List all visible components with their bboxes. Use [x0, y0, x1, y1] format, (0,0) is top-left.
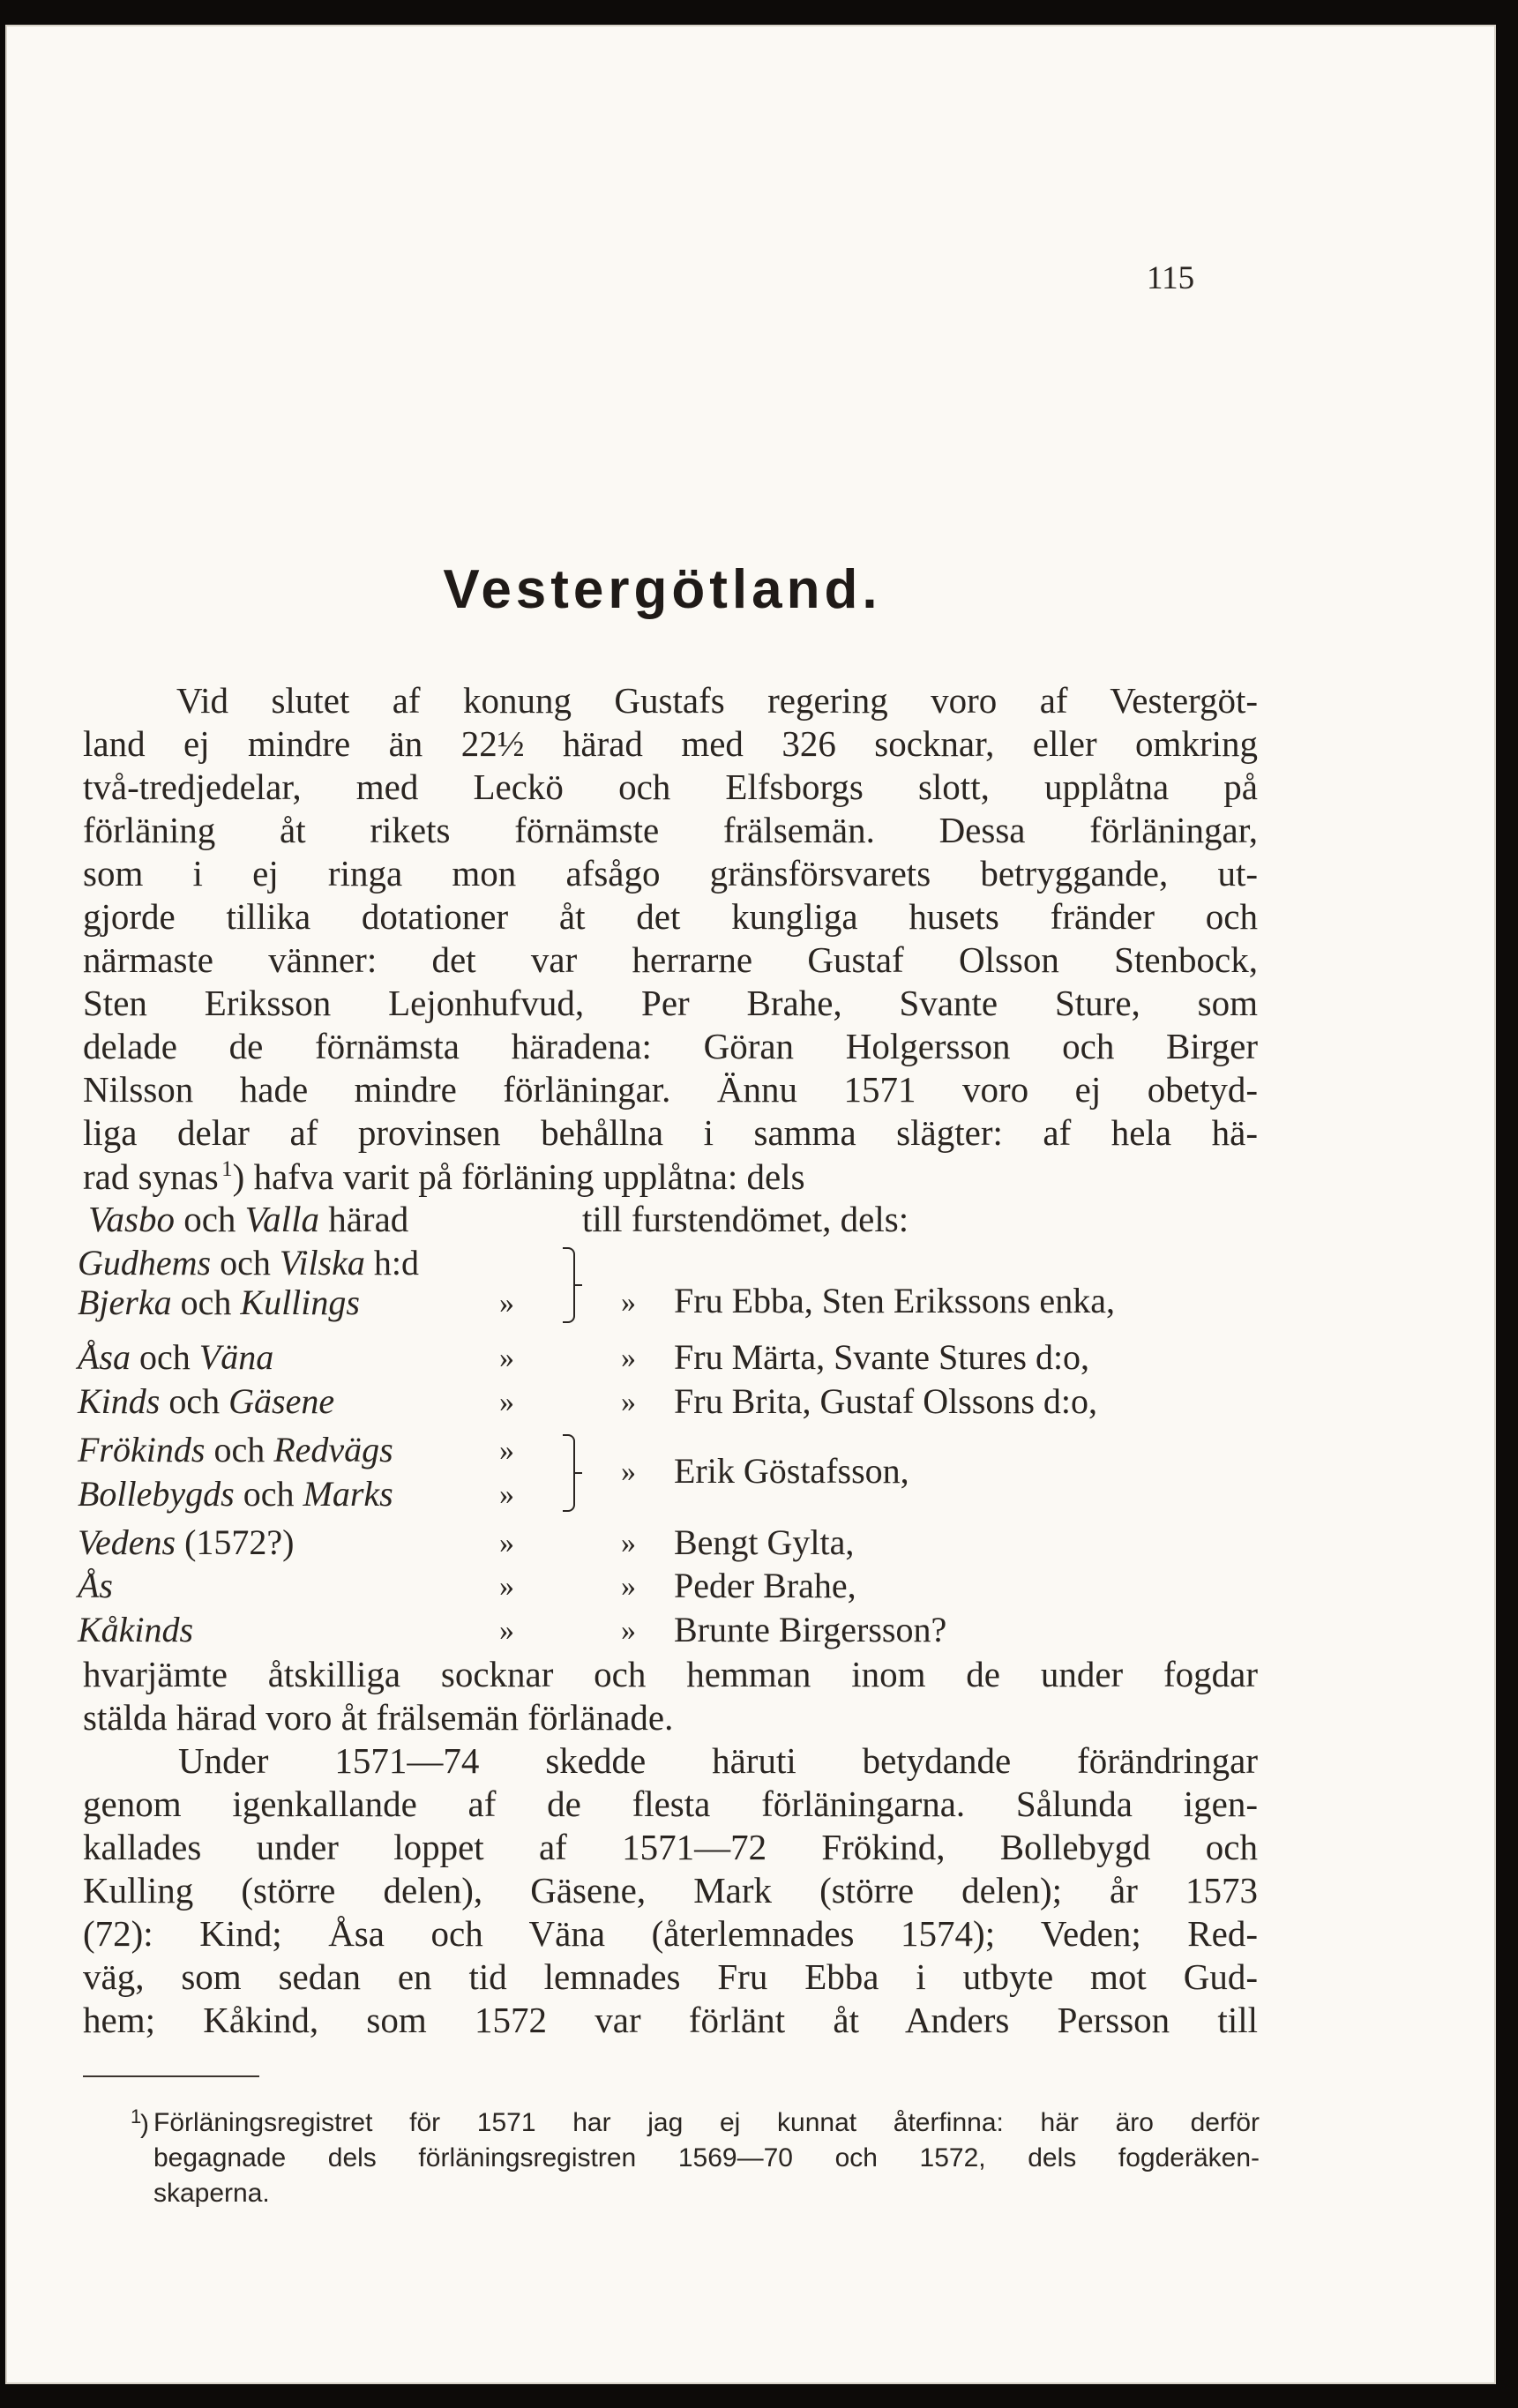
fief-holder: Fru Märta, Svante Stures d:o, [674, 1337, 1090, 1377]
text-line: hem; Kåkind, som 1572 var förlänt åt Anders Persson till [83, 2000, 1258, 2040]
text-line: väg, som sedan en tid lemnades Fru Ebba i utbyte mot Gud- [83, 1956, 1258, 1997]
chapter-title: Vestergötland. [443, 559, 882, 620]
ditto-mark: » [621, 1455, 636, 1488]
fief-holder: Bengt Gylta, [674, 1522, 855, 1562]
conjunction: och [243, 1474, 295, 1514]
footnote-line: Förläningsregistret för 1571 har jag ej kunnat återfinna: här äro derför [153, 2108, 1260, 2137]
grouping-brace [563, 1434, 575, 1512]
footnote-rule [83, 2075, 259, 2077]
text-line: land ej mindre än 22½ härad med 326 socknar, eller omkring [83, 723, 1258, 764]
grouping-brace [563, 1247, 575, 1323]
footnote-number-paren: ) [140, 2110, 149, 2139]
ditto-mark: » [621, 1342, 636, 1374]
text-line: kallades under loppet af 1571—72 Frökind, Bollebygd och [83, 1827, 1258, 1867]
book-page [5, 25, 1496, 2384]
district-name: Bjerka [78, 1283, 172, 1322]
footnote-number: 1 [131, 2105, 142, 2128]
text-segment: hafva varit på förläning upplåtna: dels [253, 1156, 805, 1197]
ditto-mark: » [499, 1527, 514, 1559]
text-line: gjorde tillika dotationer åt det kungliga husets fränder och [83, 896, 1258, 937]
text-line-vasbo-rest: till furstendömet, dels: [582, 1199, 909, 1239]
conjunction: och [139, 1337, 191, 1377]
district-name: Frökinds [78, 1430, 206, 1469]
abbreviation: h:d [373, 1243, 419, 1283]
text-line: förläning åt rikets förnämste frälsemän. Dessa förläningar, [83, 810, 1258, 850]
district-name: Kinds [78, 1381, 161, 1421]
district-name: Vasbo [88, 1199, 175, 1239]
district-name: Vedens [78, 1522, 176, 1562]
text-line: delade de förnämsta häradena: Göran Holgersson och Birger [83, 1026, 1258, 1066]
footnote-reference-paren: ) [232, 1156, 245, 1197]
district-name: Marks [303, 1474, 393, 1514]
district-name: Väna [198, 1337, 274, 1377]
district-name: Kåkinds [78, 1610, 194, 1649]
conjunction: och [183, 1199, 236, 1239]
text-line: (72): Kind; Åsa och Väna (återlemnades 1574); Veden; Red- [83, 1913, 1258, 1954]
district-name: Bollebygds [78, 1474, 235, 1514]
ditto-mark: » [499, 1434, 514, 1467]
ditto-mark: » [621, 1386, 636, 1418]
ditto-mark: » [499, 1614, 514, 1647]
footnote-line: skaperna. [153, 2179, 270, 2208]
text-line-synas [83, 1158, 805, 1195]
district-name: Åsa [78, 1337, 131, 1377]
text-line: två-tredjedelar, med Leckö och Elfsborgs slott, upplåtna på [83, 767, 1258, 807]
fief-row-gudhems [78, 1245, 419, 1281]
fief-holder: Peder Brahe, [674, 1566, 856, 1605]
fief-row-asa [78, 1337, 274, 1377]
footnote-line: begagnade dels förläningsregistren 1569—70 och 1572, dels fogderäken- [153, 2143, 1260, 2172]
ditto-mark: » [499, 1342, 514, 1374]
word-harad: härad [328, 1199, 409, 1239]
fief-holder: Fru Brita, Gustaf Olssons d:o, [674, 1381, 1097, 1421]
text-line: närmaste vänner: det var herrarne Gustaf Olsson Stenbock, [83, 939, 1258, 980]
ditto-mark: » [621, 1286, 636, 1319]
text-line: Sten Eriksson Lejonhufvud, Per Brahe, Svante Sture, som [83, 983, 1258, 1023]
ditto-mark: » [499, 1478, 514, 1511]
text-line: genom igenkallande af de flesta förläningarna. Sålunda igen- [83, 1784, 1258, 1824]
fief-row-bollebygds [78, 1474, 393, 1514]
ditto-mark: » [621, 1570, 636, 1603]
text-line: Nilsson hade mindre förläningar. Ännu 1571 voro ej obetyd- [83, 1069, 1258, 1110]
fief-holder: Brunte Birgersson? [674, 1610, 947, 1649]
fief-row-bjerka [78, 1285, 360, 1320]
fief-holder: Erik Göstafsson, [674, 1451, 909, 1491]
text-line-vasbo [88, 1201, 408, 1238]
conjunction: och [213, 1430, 265, 1469]
ditto-mark: » [499, 1386, 514, 1418]
text-line: stälda härad voro åt frälsemän förlänade. [83, 1697, 674, 1738]
ditto-mark: » [499, 1570, 514, 1603]
text-line: liga delar af provinsen behållna i samma slägter: af hela hä- [83, 1112, 1258, 1153]
ditto-mark: » [499, 1287, 514, 1320]
text-line: Vid slutet af konung Gustafs regering voro af Vestergöt- [176, 680, 1258, 721]
year-note: (1572?) [184, 1522, 295, 1562]
text-line: som i ej ringa mon afsågo gränsförsvarets betryggande, ut- [83, 853, 1258, 894]
fief-row-kinds [78, 1381, 335, 1421]
district-name: Redvägs [273, 1430, 393, 1469]
text-line: Kulling (större delen), Gäsene, Mark (större delen); år 1573 [83, 1870, 1258, 1911]
district-name: Gäsene [228, 1381, 335, 1421]
page-number: 115 [1147, 260, 1195, 296]
district-name: Valla [244, 1199, 319, 1239]
district-name: Gudhems [78, 1243, 212, 1283]
text-line: hvarjämte åtskilliga socknar och hemman inom de under fogdar [83, 1654, 1258, 1694]
footnote-reference: 1 [221, 1157, 233, 1181]
text-line: Under 1571—74 skedde häruti betydande förändringar [178, 1740, 1258, 1781]
fief-row-vedens [78, 1522, 295, 1562]
ditto-mark: » [621, 1527, 636, 1559]
ditto-mark: » [621, 1614, 636, 1647]
conjunction: och [168, 1381, 221, 1421]
conjunction: och [220, 1243, 271, 1283]
text-segment: rad synas [83, 1156, 219, 1197]
fief-row-frokinds [78, 1432, 393, 1468]
district-name: Ås [78, 1566, 113, 1605]
district-name: Kullings [240, 1283, 360, 1322]
fief-holder: Fru Ebba, Sten Erikssons enka, [674, 1281, 1115, 1320]
conjunction: och [180, 1283, 232, 1322]
district-name: Vilska [279, 1243, 365, 1283]
